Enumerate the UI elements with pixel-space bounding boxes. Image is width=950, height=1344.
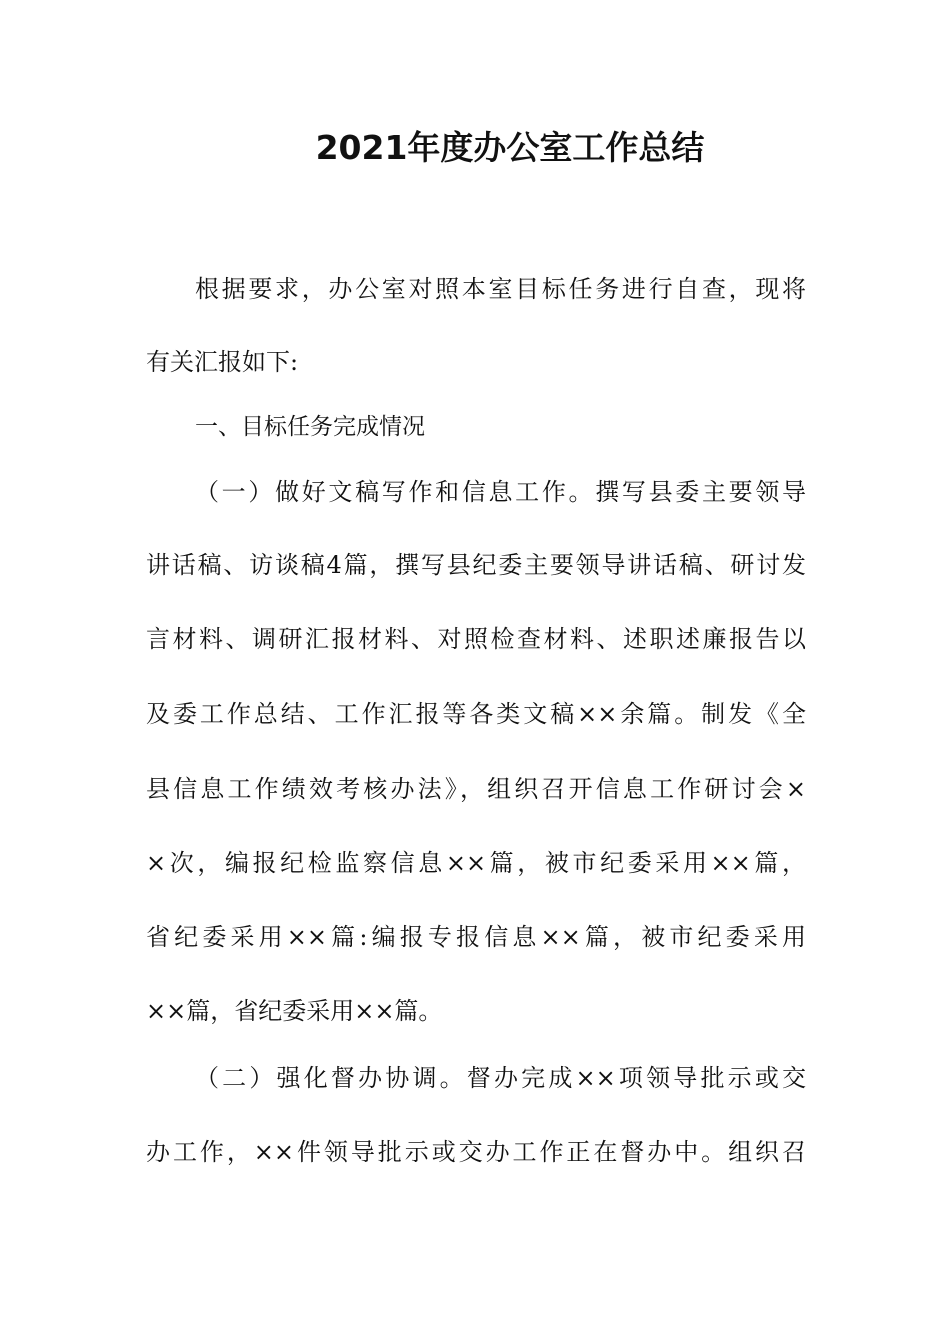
- paragraph-line: 有关汇报如下:: [146, 348, 299, 376]
- document-title: 2021年度办公室工作总结: [315, 128, 705, 167]
- paragraph-line: ××篇，省纪委采用××篇。: [146, 997, 443, 1025]
- paragraph-line: 及委工作总结、工作汇报等各类文稿××余篇。制发《全: [146, 700, 806, 728]
- paragraph-line: （一）做好文稿写作和信息工作。撰写县委主要领导: [195, 478, 806, 506]
- paragraph-line: 根据要求，办公室对照本室目标任务进行自查，现将: [195, 275, 806, 303]
- paragraph-line: （二）强化督办协调。督办完成××项领导批示或交: [195, 1064, 806, 1092]
- paragraph-line: ×次，编报纪检监察信息××篇，被市纪委采用××篇，: [146, 849, 806, 877]
- paragraph-line: 讲话稿、访谈稿4篇，撰写县纪委主要领导讲话稿、研讨发: [146, 551, 806, 579]
- section-heading: 一、目标任务完成情况: [195, 414, 425, 440]
- paragraph-line: 言材料、调研汇报材料、对照检查材料、述职述廉报告以: [146, 625, 806, 653]
- paragraph-line: 县信息工作绩效考核办法》，组织召开信息工作研讨会×: [146, 775, 806, 803]
- paragraph-line: 办工作，××件领导批示或交办工作正在督办中。组织召: [146, 1138, 806, 1166]
- paragraph-line: 省纪委采用××篇:编报专报信息××篇，被市纪委采用: [146, 923, 806, 951]
